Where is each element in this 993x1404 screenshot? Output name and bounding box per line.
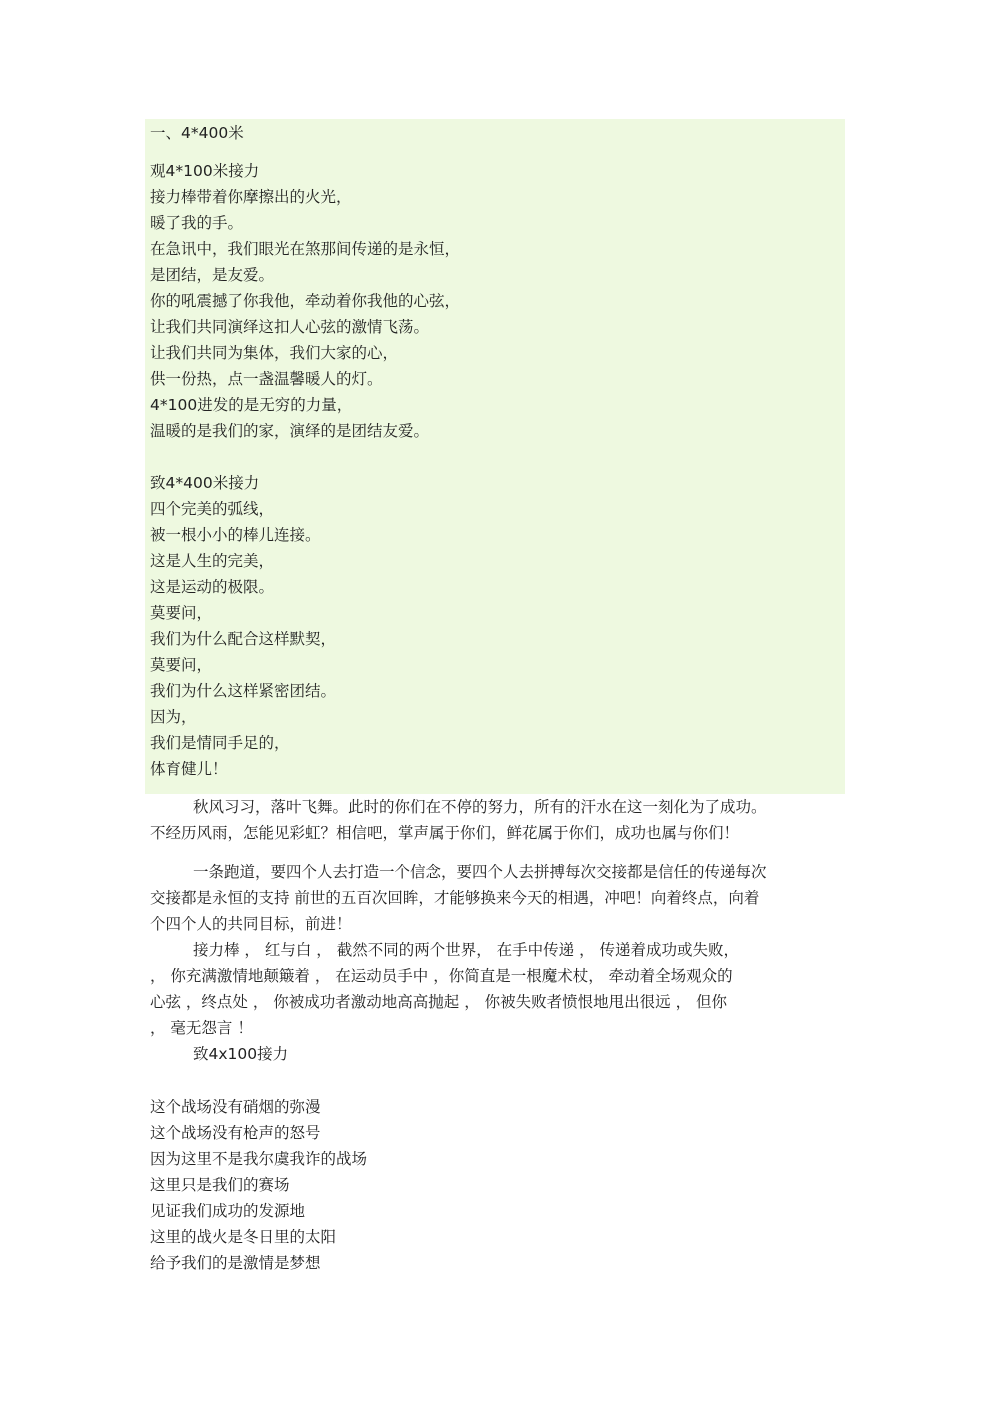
poem1-line: 你的吼震撼了你我他，牵动着你我他的心弦， (150, 292, 461, 310)
poem3-line: 这里的战火是冬日里的太阳 (150, 1228, 337, 1246)
poem1-line: 供一份热，点一盏温馨暖人的灯。 (150, 370, 383, 388)
poem3-line: 见证我们成功的发源地 (150, 1202, 306, 1220)
poem2-line: 我们为什么配合这样默契， (150, 630, 337, 648)
poem2-line: 体育健儿！ (150, 760, 228, 778)
poem3-line: 这里只是我们的赛场 (150, 1176, 290, 1194)
poem2-line: 我们是情同手足的， (150, 734, 290, 752)
poem1-line: 接力棒带着你摩擦出的火光， (150, 188, 352, 206)
poem2-line: 这是人生的完美， (150, 552, 275, 570)
poem2-line: 莫要问， (150, 604, 213, 622)
poem2-line: 被一根小小的棒儿连接。 (150, 526, 321, 544)
section-title: 一、4*400米 (150, 124, 244, 142)
paragraph-line: 个四个人的共同目标，前进！ (150, 915, 352, 933)
poem1-line: 是团结，是友爱。 (150, 266, 275, 284)
poem3-line: 给予我们的是激情是梦想 (150, 1254, 321, 1272)
poem2-title: 致4*400米接力 (150, 474, 260, 492)
paragraph-line: 一条跑道，要四个人去打造一个信念，要四个人去拼搏每次交接都是信任的传递每次 (193, 863, 767, 881)
paragraph-line: 秋风习习，落叶飞舞。此时的你们在不停的努力，所有的汗水在这一刻化为了成功。 (193, 798, 767, 816)
paragraph-track (150, 859, 842, 937)
paragraph-line: ， 你充满激情地颠簸着 ， 在运动员手中 ，你简直是一根魔术杖， 牵动着全场观众的 (150, 967, 733, 985)
paragraph-baton (150, 937, 842, 1041)
poem1-line: 4*100进发的是无穷的力量， (150, 396, 353, 414)
paragraph-line: ， 毫无怨言 ！ (150, 1019, 253, 1037)
poem3-line: 这个战场没有硝烟的弥漫 (150, 1098, 321, 1116)
poem3-line: 这个战场没有枪声的怒号 (150, 1124, 321, 1142)
poem3-line: 因为这里不是我尔虞我诈的战场 (150, 1150, 368, 1168)
poem2-line: 莫要问， (150, 656, 213, 674)
poem1-line: 在急讯中，我们眼光在煞那间传递的是永恒， (150, 240, 461, 258)
poem1-line: 让我们共同演绎这扣人心弦的激情飞荡。 (150, 318, 430, 336)
paragraph-line: 接力棒 ， 红与白 ， 截然不同的两个世界， 在手中传递 ， 传递着成功或失败， (193, 941, 739, 959)
poem1-title: 观4*100米接力 (150, 162, 260, 180)
paragraph-line: 交接都是永恒的支持 前世的五百次回眸，才能够换来今天的相遇，冲吧！向着终点，向着 (150, 889, 760, 907)
paragraph-line: 心弦 ，终点处 ， 你被成功者激动地高高抛起 ， 你被失败者愤恨地甩出很远 ， 但你 (150, 993, 727, 1011)
poem1-line: 暖了我的手。 (150, 214, 244, 232)
poem3-title: 致4x100接力 (193, 1045, 289, 1063)
poem1-line: 温暖的是我们的家，演绎的是团结友爱。 (150, 422, 430, 440)
poem2-line: 这是运动的极限。 (150, 578, 275, 596)
poem1-line: 让我们共同为集体，我们大家的心， (150, 344, 399, 362)
paragraph-autumn (150, 794, 842, 846)
poem2-line: 因为， (150, 708, 197, 726)
poem2-line: 四个完美的弧线， (150, 500, 275, 518)
poem2-line: 我们为什么这样紧密团结。 (150, 682, 337, 700)
paragraph-line: 不经历风雨，怎能见彩虹？相信吧，掌声属于你们，鲜花属于你们，成功也属与你们！ (150, 824, 740, 842)
